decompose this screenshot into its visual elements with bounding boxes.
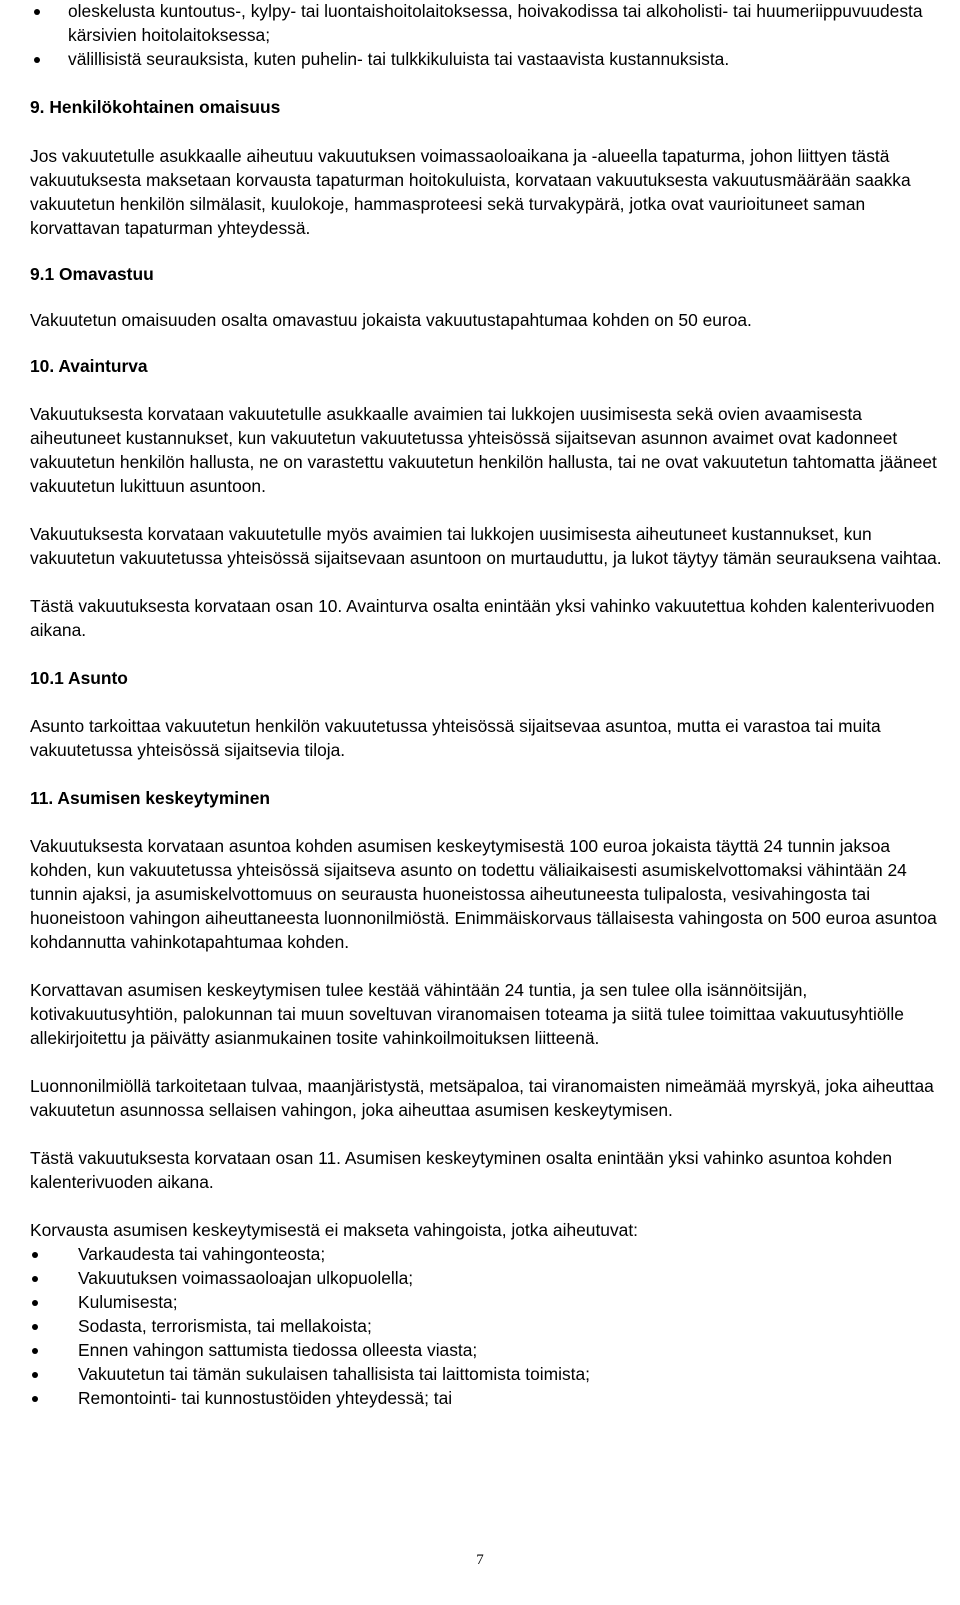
list-item: välillisistä seurauksista, kuten puhelin- tai tulkkikuluista tai vastaavista kustannuksista.: [30, 47, 950, 71]
document-page: [30, 0, 950, 1410]
bullet-icon: [32, 1252, 38, 1258]
section-9-text: Jos vakuutetulle asukkaalle aiheutuu vakuutuksen voimassaoloaikana ja -alueella tapaturma, johon liittyen tästä vakuutuksesta maksetaan korvausta tapaturman hoitokuluista, korvataan vakuutuksesta vakuutusmäärään saakka vakuutetun henkilön silmälasit, kuulokoje, hammasproteesi sekä turvakypärä, jotka ovat vaurioituneet saman korvattavan tapaturman yhteydessä.: [30, 146, 911, 238]
section-11-paragraph-2: Korvattavan asumisen keskeytymisen tulee kestää vähintään 24 tuntia, ja sen tulee olla isännöitsijän, kotivakuutusyhtiön, palokunnan tai muun soveltuvan viranomaisen toteama ja siitä tulee toimittaa vakuutusyhtiölle allekirjoitettu ja päivätty asianmukainen tosite vahinkoilmoituksen liitteenä.: [30, 980, 904, 1048]
section-10-paragraph-3: Tästä vakuutuksesta korvataan osan 10. Avainturva osalta enintään yksi vahinko vakuutettua kohden kalenterivuoden aikana.: [30, 596, 935, 640]
list-item: Vakuutuksen voimassaoloajan ulkopuolella;: [30, 1266, 950, 1290]
section-11-paragraph-1: Vakuutuksesta korvataan asuntoa kohden asumisen keskeytymisestä 100 euroa jokaista täyttä 24 tunnin jaksoa kohden, kun vakuutetussa yhteisössä sijaitseva asunto on todettu väliaikaisesti asumiskelvottomaksi vähintään 24 tunnin ajaksi, ja asumiskelvottomuus on seurausta huoneistossa aiheutuneesta tulipalosta, vesivahingosta tai huoneistoon vahingon aiheuttaneesta luonnonilmiöstä. Enimmäiskorvaus tällaisesta vahingosta on 500 euroa asuntoa kohdannutta vahinkotapahtumaa kohden.: [30, 836, 937, 952]
bullet-icon: [32, 1276, 38, 1282]
list-item: Ennen vahingon sattumista tiedossa olleesta viasta;: [30, 1338, 950, 1362]
section-10-1-text: Asunto tarkoittaa vakuutetun henkilön vakuutetussa yhteisössä sijaitsevaa asuntoa, mutta ei varastoa tai muita vakuutetussa yhteisössä sijaitsevia tiloja.: [30, 716, 881, 760]
bullet-icon: [34, 57, 40, 63]
bullet-icon: [32, 1372, 38, 1378]
list-item: Kulumisesta;: [30, 1290, 950, 1314]
section-9-heading: 9. Henkilökohtainen omaisuus: [30, 97, 281, 117]
list-item: oleskelusta kuntoutus-, kylpy- tai luontaishoitolaitoksessa, hoivakodissa tai alkoholisti- tai huumeriippuvuudesta kärsivien hoitolaitoksessa;: [30, 0, 950, 47]
bullet-icon: [32, 1396, 38, 1402]
section-10-heading: 10. Avainturva: [30, 356, 148, 376]
list-item: Sodasta, terrorismista, tai mellakoista;: [30, 1314, 950, 1338]
section-10-paragraph-1: Vakuutuksesta korvataan vakuutetulle asukkaalle avaimien tai lukkojen uusimisesta sekä ovien avaamisesta aiheutuneet kustannukset, kun vakuutetun vakuutetussa yhteisössä sijaitsevan asunnon avaimet ovat kadonneet vakuutetun henkilön hallusta, ne on varastettu vakuutetun henkilön hallusta, tai ne ovat vakuutetun tahtomatta jääneet vakuutetun lukittuun asuntoon.: [30, 404, 937, 496]
section-9-1-text: Vakuutetun omaisuuden osalta omavastuu jokaista vakuutustapahtumaa kohden on 50 euroa.: [30, 310, 752, 330]
section-11-paragraph-3: Luonnonilmiöllä tarkoitetaan tulvaa, maanjäristystä, metsäpaloa, tai viranomaisten nimeämää myrskyä, joka aiheuttaa vakuutetun asunnossa sellaisen vahingon, joka aiheuttaa asumisen keskeytymisen.: [30, 1076, 934, 1120]
bullet-icon: [32, 1300, 38, 1306]
section-11-heading: 11. Asumisen keskeytyminen: [30, 788, 271, 808]
section-9-1-heading: 9.1 Omavastuu: [30, 264, 154, 284]
section-11-paragraph-4: Tästä vakuutuksesta korvataan osan 11. Asumisen keskeytyminen osalta enintään yksi vahinko asuntoa kohden kalenterivuoden aikana.: [30, 1148, 892, 1192]
bullet-icon: [34, 9, 40, 15]
section-11-paragraph-5: Korvausta asumisen keskeytymisestä ei makseta vahingoista, jotka aiheutuvat:: [30, 1220, 639, 1240]
section-10-1-heading: 10.1 Asunto: [30, 668, 128, 688]
list-item: Remontointi- tai kunnostustöiden yhteydessä; tai: [30, 1386, 950, 1410]
section-10-paragraph-2: Vakuutuksesta korvataan vakuutetulle myös avaimien tai lukkojen uusimisesta aiheutuneet kustannukset, kun vakuutetun vakuutetussa yhteisössä sijaitsevaan asuntoon on murtauduttu, ja lukot täytyy tämän seurauksena vaihtaa.: [30, 524, 942, 568]
list-item: Varkaudesta tai vahingonteosta;: [30, 1242, 950, 1266]
page-number: 7: [476, 1552, 484, 1568]
list-item: Vakuutetun tai tämän sukulaisen tahallisista tai laittomista toimista;: [30, 1362, 950, 1386]
exclusions-bullet-list: [30, 1242, 950, 1410]
bullet-icon: [32, 1348, 38, 1354]
bullet-icon: [32, 1324, 38, 1330]
top-bullet-list: [30, 0, 950, 71]
